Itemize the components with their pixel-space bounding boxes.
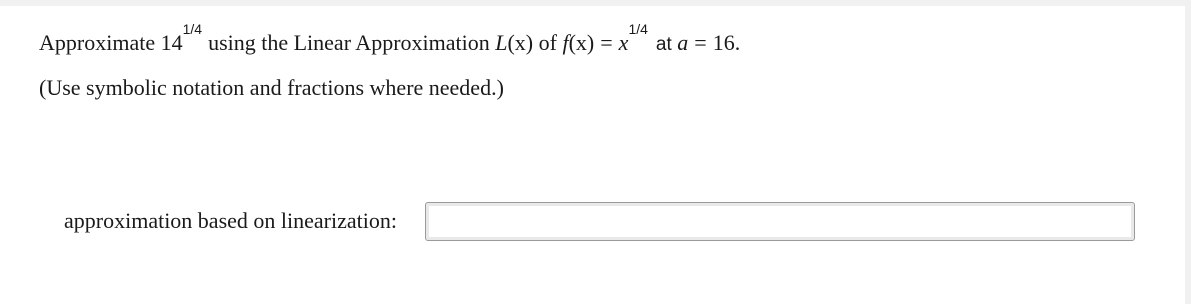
at-word: at: [655, 34, 672, 55]
point-symbol: a: [677, 30, 689, 55]
question-mid: using the Linear Approximation: [208, 30, 490, 55]
question-lead: Approximate 14: [39, 30, 183, 55]
point-value: 16.: [712, 30, 741, 55]
answer-label: approximation based on linearization:: [64, 208, 397, 233]
function-symbol: f: [562, 30, 569, 55]
function-exponent: 1/4: [628, 21, 648, 37]
function-arg: (x): [568, 30, 595, 55]
equals-sign: =: [600, 30, 613, 55]
equals-sign-2: =: [694, 30, 707, 55]
of-word: of: [538, 30, 557, 55]
answer-input[interactable]: [425, 202, 1135, 241]
function-variable: x: [618, 30, 629, 55]
question-text: [39, 21, 741, 62]
base-exponent: 1/4: [182, 21, 203, 37]
answer-row: [64, 202, 1144, 242]
linear-approx-symbol: L: [495, 30, 508, 55]
linear-approx-arg: (x): [507, 30, 534, 55]
instructions-text: (Use symbolic notation and fractions where needed.): [39, 75, 504, 100]
